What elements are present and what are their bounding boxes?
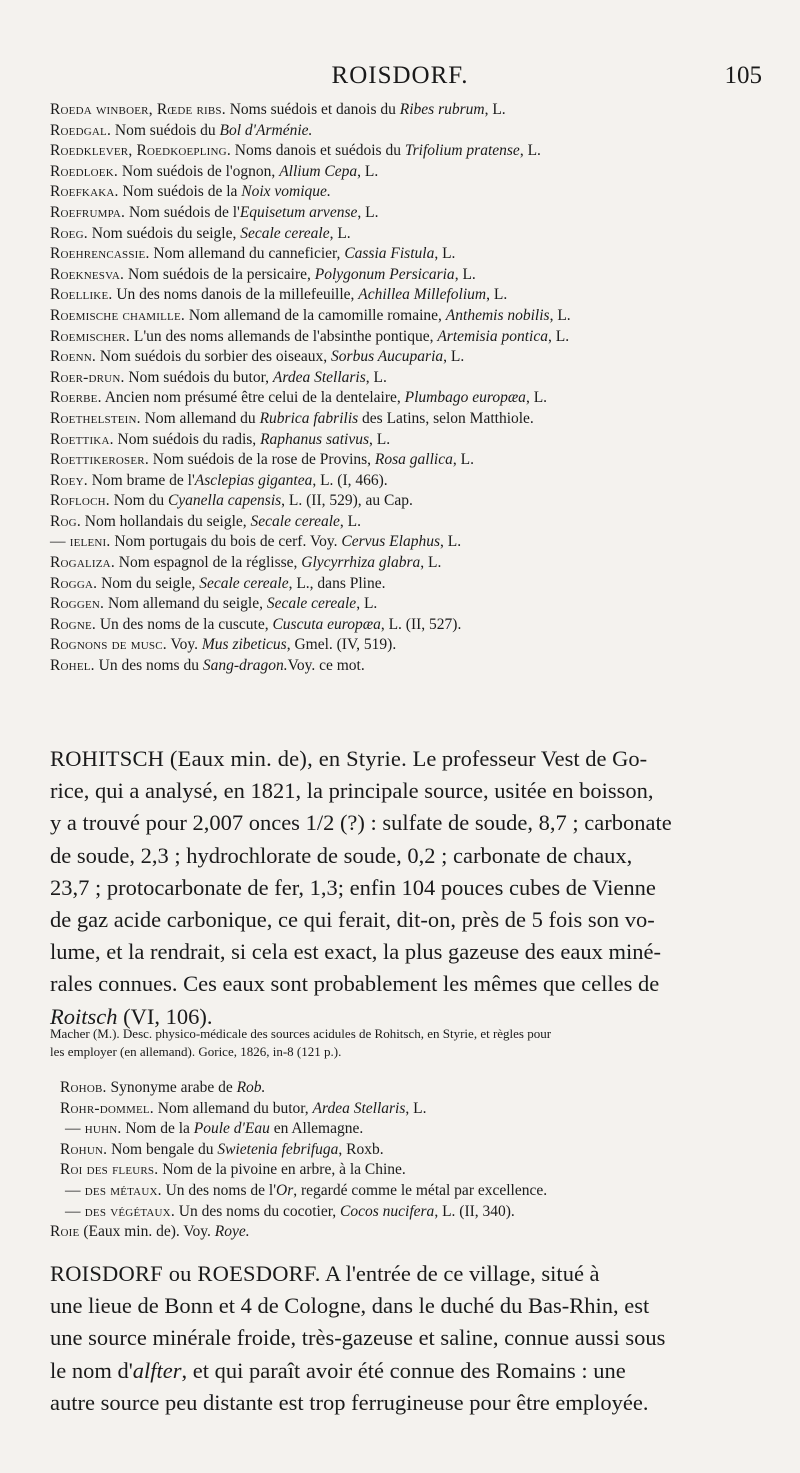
entry-headword: Roettika.	[50, 430, 114, 448]
entry-scientific-name: Glycyrrhiza glabra	[301, 554, 421, 572]
entry-scientific-name: Ardea Stellaris	[312, 1099, 406, 1117]
entry-scientific-name: Secale cereale	[240, 224, 330, 242]
article-line: une lieue de Bonn et 4 de Cologne, dans le duché du Bas-Rhin, est	[50, 1293, 650, 1319]
entry-scientific-name: Polygonum Persicaria	[314, 265, 455, 283]
entry-headword: — huhn.	[65, 1120, 122, 1138]
dictionary-entry	[50, 1181, 770, 1202]
entry-scientific-name: Swietenia febrifuga	[217, 1140, 339, 1158]
entry-headword: Rofloch.	[50, 492, 110, 510]
entry-text: Nom du seigle,	[97, 574, 200, 592]
dictionary-entry	[50, 553, 770, 574]
entry-tail: en Allemagne.	[269, 1120, 364, 1138]
dictionary-entries-bottom	[50, 1078, 770, 1243]
entry-text: Nom bengale du	[107, 1140, 218, 1158]
entry-tail: , L.	[329, 224, 351, 242]
entry-headword: Roedloek.	[50, 162, 118, 180]
article-line: Roitsch (VI, 106).	[50, 1003, 213, 1029]
article-line: rice, qui a analysé, en 1821, la principale source, usitée en boisson,	[50, 778, 654, 804]
dictionary-entry	[50, 656, 770, 677]
entry-scientific-name: Mus zibeticus	[201, 636, 287, 654]
entry-scientific-name: Rubrica fabrilis	[259, 409, 359, 427]
entry-text: Nom allemand du	[140, 409, 260, 427]
entry-tail: , L.	[486, 286, 508, 304]
entry-tail: , L.	[443, 348, 465, 366]
dictionary-entry	[50, 491, 770, 512]
article-line: lume, et la rendrait, si cela est exact, la plus gazeuse des eaux miné-	[50, 939, 661, 965]
entry-scientific-name: Asclepias gigantea	[194, 471, 313, 489]
entry-text: Nom allemand du butor,	[153, 1099, 313, 1117]
entry-headword: Rog.	[50, 512, 81, 530]
dictionary-entry	[50, 574, 770, 595]
entry-headword: Roehrencassie.	[50, 245, 150, 263]
entry-text: Un des noms de l'	[161, 1181, 276, 1199]
entry-scientific-name: Secale cereale	[250, 512, 340, 530]
entry-tail: , L. (II, 340).	[434, 1202, 515, 1220]
dictionary-entry	[50, 1119, 770, 1140]
dictionary-entry	[50, 1222, 770, 1243]
entry-scientific-name: Secale cereale	[266, 595, 357, 613]
entry-scientific-name: Roye.	[214, 1223, 250, 1241]
dictionary-entry	[50, 162, 770, 183]
entry-scientific-name: Secale cereale	[199, 574, 289, 592]
dictionary-entry	[50, 635, 770, 656]
dictionary-entry	[50, 224, 770, 245]
dictionary-entry	[50, 450, 770, 471]
entry-scientific-name: Cyanella capensis	[167, 492, 282, 510]
entry-tail: , L.	[519, 142, 541, 160]
entry-headword: Rognons de musc.	[50, 636, 167, 654]
entry-scientific-name: Plumbago europæa	[404, 389, 526, 407]
entry-headword: Roer-drun.	[50, 368, 125, 386]
article-line: de soude, 2,3 ; hydrochlorate de soude, 0,2 ; carbonate de chaux,	[50, 842, 633, 868]
entry-tail: , L.	[420, 554, 442, 572]
entry-text: Nom allemand du seigle,	[104, 595, 267, 613]
entry-text: Nom portugais du bois de cerf. Voy.	[110, 533, 342, 551]
entry-scientific-name: Poule d'Eau	[193, 1120, 270, 1138]
entry-scientific-name: Rosa gallica	[374, 451, 453, 469]
entry-text: Nom suédois de la	[118, 183, 242, 201]
entry-text: Un des noms du cocotier,	[174, 1202, 341, 1220]
dictionary-entry	[50, 327, 770, 348]
entry-scientific-name: Equisetum arvense	[239, 203, 358, 221]
entry-text: Nom hollandais du seigle,	[80, 512, 251, 530]
page-number: 105	[724, 62, 762, 89]
entry-tail: , L.	[357, 162, 379, 180]
dictionary-entry	[50, 347, 770, 368]
dictionary-entry	[50, 203, 770, 224]
dictionary-entry	[50, 594, 770, 615]
entry-headword: Rogne.	[50, 615, 96, 633]
entry-scientific-name: Artemisia pontica	[437, 327, 548, 345]
entry-text: Ancien nom présumé être celui de la dentelaire,	[101, 389, 405, 407]
entry-tail: , L. (II, 529), au Cap.	[281, 492, 413, 510]
entry-text: Un des noms du	[94, 657, 203, 675]
entry-headword: Roefrumpa.	[50, 203, 126, 221]
dictionary-entry	[50, 285, 770, 306]
entry-headword: Roemischer.	[50, 327, 130, 345]
dictionary-entry	[50, 430, 770, 451]
entry-tail: , L.	[357, 203, 379, 221]
entry-tail: , L.	[439, 533, 462, 551]
entry-headword: Roeda winboer, Rœde ribs.	[50, 101, 226, 118]
entry-tail: , L.	[484, 101, 506, 118]
entry-scientific-name: Achillea Millefolium	[358, 286, 487, 304]
entry-text: Noms suédois et danois du	[225, 101, 400, 118]
entry-headword: Rohel.	[50, 657, 95, 675]
dictionary-entry	[50, 141, 770, 162]
entry-text: Noms danois et suédois du	[230, 142, 405, 160]
entry-scientific-name: Cocos nucifera	[340, 1202, 435, 1220]
entry-scientific-name: Noix vomique.	[241, 183, 331, 201]
entry-scientific-name: Anthemis nobilis	[445, 306, 550, 324]
entry-tail: , L.	[434, 245, 456, 263]
entry-text: (Eaux min. de). Voy.	[79, 1223, 215, 1241]
entry-headword: Roedklever, Roedkoepling.	[50, 142, 231, 160]
running-title: ROISDORF.	[331, 62, 469, 89]
entry-headword: Roettikeroser.	[50, 451, 149, 469]
entry-headword: Rogaliza.	[50, 554, 115, 572]
dictionary-entry	[50, 1078, 770, 1099]
dictionary-entry	[50, 409, 770, 430]
entry-scientific-name: Sorbus Aucuparia	[331, 348, 444, 366]
entry-text: Nom suédois de la persicaire,	[124, 265, 315, 283]
dictionary-entry	[50, 615, 770, 636]
entry-tail: , L.	[549, 306, 571, 324]
entry-headword: Roemische chamille.	[50, 306, 185, 324]
entry-tail: , regardé comme le métal par excellence.	[293, 1181, 548, 1199]
entry-tail: des Latins, selon Matthiole.	[358, 409, 534, 427]
dictionary-entry	[50, 368, 770, 389]
dictionary-entry	[50, 512, 770, 533]
article-line: une source minérale froide, très-gazeuse et saline, connue aussi sous	[50, 1325, 666, 1351]
article-line: le nom d'alfter, et qui paraît avoir été connue des Romains : une	[50, 1357, 626, 1383]
article-line: y a trouvé pour 2,007 onces 1/2 (?) : sulfate de soude, 8,7 ; carbonate	[50, 810, 672, 836]
entry-scientific-name: Ardea Stellaris	[272, 368, 366, 386]
entry-tail: , L.	[452, 451, 474, 469]
entry-scientific-name: Raphanus sativus	[260, 430, 369, 448]
entry-headword: — des métaux.	[65, 1181, 162, 1199]
dictionary-entry	[50, 1202, 770, 1223]
entry-headword: Roerbe.	[50, 389, 102, 407]
entry-headword: Rogga.	[50, 574, 98, 592]
entry-tail: , L.	[405, 1099, 427, 1117]
bibliographic-reference	[50, 1025, 768, 1061]
entry-text: Nom suédois de l'ognon,	[117, 162, 280, 180]
reference-line: les employer (en allemand). Gorice, 1826, in-8 (121 p.).	[50, 1044, 342, 1059]
entry-headword: Roggen.	[50, 595, 105, 613]
entry-text: Nom brame de l'	[87, 471, 195, 489]
dictionary-entry	[50, 306, 770, 327]
article-line: ROISDORF ou ROESDORF. A l'entrée de ce village, situé à	[50, 1261, 600, 1286]
dictionary-entry	[50, 532, 770, 553]
entry-headword: Roethelstein.	[50, 409, 141, 427]
entry-headword: Roi des fleurs.	[60, 1161, 159, 1179]
entry-text: L'un des noms allemands de l'absinthe pontique,	[129, 327, 438, 345]
entry-headword: Roellike.	[50, 286, 113, 304]
entry-text: Nom allemand de la camomille romaine,	[184, 306, 446, 324]
entry-text: Voy.	[166, 636, 202, 654]
entry-tail: , L.	[339, 512, 361, 530]
dictionary-entry	[50, 244, 770, 265]
dictionary-entry	[50, 1099, 770, 1120]
dictionary-entry	[50, 265, 770, 286]
entry-text: Nom allemand du canneficier,	[149, 245, 345, 263]
entry-tail: , L. (II, 527).	[380, 615, 462, 633]
entry-tail: , Roxb.	[338, 1140, 384, 1158]
dictionary-entry	[50, 388, 770, 409]
entry-scientific-name: Cassia Fistula	[344, 245, 435, 263]
entry-scientific-name: Cuscuta europæa	[272, 615, 381, 633]
entry-text: Nom de la	[121, 1120, 194, 1138]
article-headword: ROISDORF ou ROESDORF.	[50, 1261, 321, 1286]
dictionary-entry	[50, 1140, 770, 1161]
entry-headword: Roeg.	[50, 224, 88, 242]
entry-tail: , L. (I, 466).	[312, 471, 388, 489]
entry-text: Nom suédois du seigle,	[87, 224, 241, 242]
entry-headword: Roenn.	[50, 348, 96, 366]
entry-headword: Rohr-dommel.	[60, 1099, 154, 1117]
entry-text: Nom espagnol de la réglisse,	[114, 554, 302, 572]
entry-headword: — des végétaux.	[65, 1202, 175, 1220]
entry-headword: Rohun.	[60, 1140, 108, 1158]
entry-headword: Roey.	[50, 471, 88, 489]
dictionary-entry	[50, 471, 770, 492]
entry-text: Nom suédois du	[111, 121, 220, 139]
article-headword: ROHITSCH (Eaux min. de), en Styrie.	[50, 746, 407, 771]
entry-tail: , Gmel. (IV, 519).	[286, 636, 397, 654]
article-roisdorf	[50, 1258, 770, 1419]
article-line: ROHITSCH (Eaux min. de), en Styrie. Le professeur Vest de Go-	[50, 746, 648, 771]
entry-headword: — ieleni.	[50, 533, 111, 551]
entry-text: Nom suédois du butor,	[124, 368, 273, 386]
article-line: 23,7 ; protocarbonate de fer, 1,3; enfin 104 pouces cubes de Vienne	[50, 874, 656, 900]
dictionary-entry	[50, 182, 770, 203]
article-line: rales connues. Ces eaux sont probablement les mêmes que celles de	[50, 971, 660, 997]
entry-scientific-name: Trifolium pratense	[404, 142, 520, 160]
entry-tail: Voy. ce mot.	[287, 657, 365, 675]
entry-text: Nom suédois du radis,	[113, 430, 261, 448]
dictionary-entries-top	[50, 100, 770, 677]
reference-line: Macher (M.). Desc. physico-médicale des sources acidules de Rohitsch, en Styrie, et règles pour	[50, 1026, 552, 1041]
entry-scientific-name: Ribes rubrum	[399, 101, 485, 118]
entry-tail: , L.	[454, 265, 476, 283]
entry-text: Nom suédois de l'	[125, 203, 240, 221]
entry-tail: , L.	[369, 430, 391, 448]
entry-text: Nom suédois du sorbier des oiseaux,	[95, 348, 332, 366]
article-line: de gaz acide carbonique, ce qui ferait, dit-on, près de 5 fois son vo-	[50, 907, 655, 933]
entry-text: Un des noms danois de la millefeuille,	[112, 286, 359, 304]
entry-scientific-name: Bol d'Arménie.	[219, 121, 313, 139]
dictionary-entry	[50, 1160, 770, 1181]
entry-text: Nom du	[109, 492, 168, 510]
entry-tail: , L.	[365, 368, 387, 386]
entry-tail: , L.	[356, 595, 378, 613]
entry-scientific-name: Rob.	[236, 1079, 266, 1096]
entry-headword: Roeknesva.	[50, 265, 125, 283]
entry-scientific-name: Allium Cepa	[279, 162, 358, 180]
entry-tail: , L., dans Pline.	[288, 574, 386, 592]
entry-scientific-name: Cervus Elaphus	[341, 533, 440, 551]
dictionary-entry	[50, 100, 770, 121]
entry-tail: , L.	[548, 327, 570, 345]
entry-scientific-name: Sang-dragon.	[202, 657, 288, 675]
entry-text: Nom suédois de la rose de Provins,	[148, 451, 375, 469]
entry-text: Un des noms de la cuscute,	[95, 615, 273, 633]
article-line: autre source peu distante est trop ferrugineuse pour être employée.	[50, 1389, 649, 1415]
entry-scientific-name: Or	[276, 1181, 294, 1199]
entry-headword: Roedgal.	[50, 121, 112, 139]
entry-tail: , L.	[525, 389, 548, 407]
page-header	[0, 62, 800, 102]
entry-headword: Rohob.	[60, 1079, 107, 1096]
entry-text: Synonyme arabe de	[106, 1079, 237, 1096]
article-rohitsch	[50, 743, 770, 1033]
entry-headword: Roie	[50, 1223, 80, 1241]
entry-headword: Roefkaka.	[50, 183, 119, 201]
dictionary-entry	[50, 121, 770, 142]
entry-text: Nom de la pivoine en arbre, à la Chine.	[158, 1161, 406, 1179]
